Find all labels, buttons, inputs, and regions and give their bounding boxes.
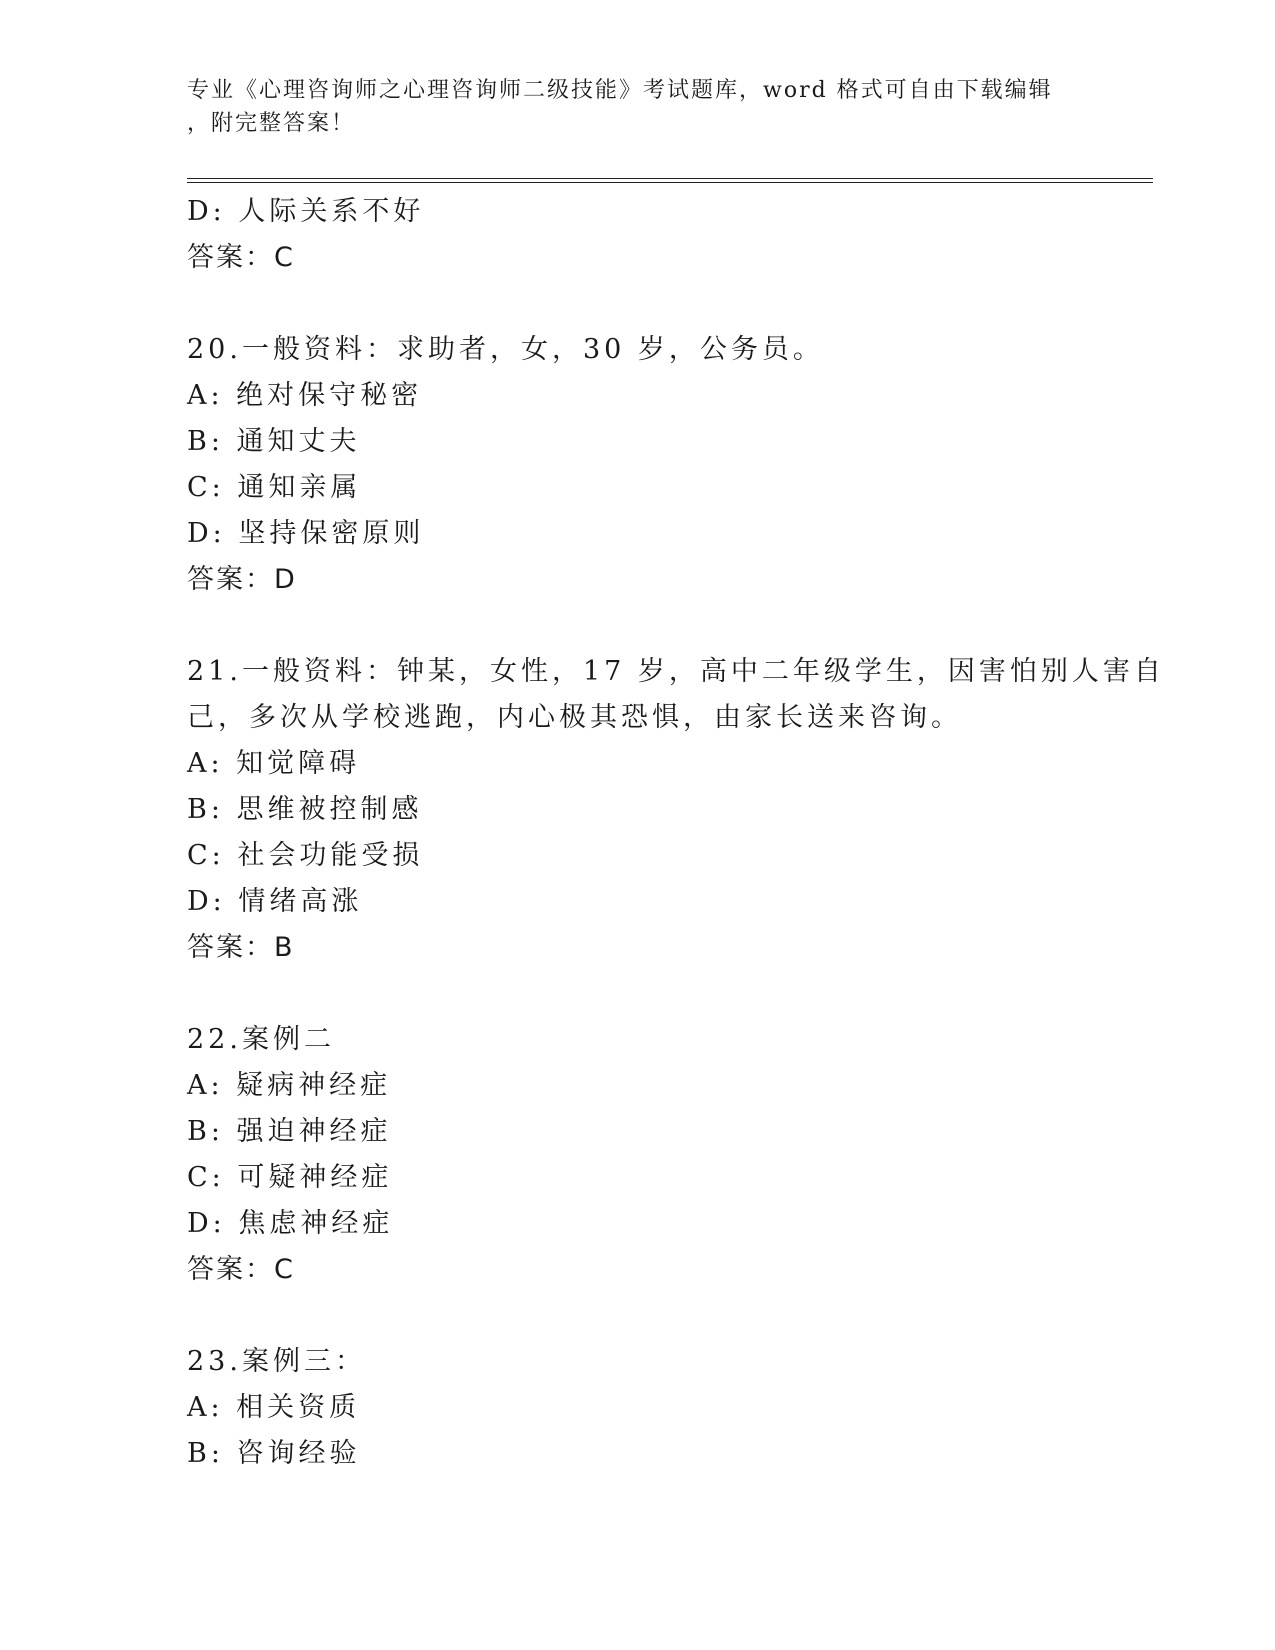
- question-text-line2: 己，多次从学校逃跑，内心极其恐惧，由家长送来咨询。: [187, 702, 962, 733]
- header-title-line1: 专业《心理咨询师之心理咨询师二级技能》考试题库，word 格式可自由下载编辑: [187, 78, 1053, 103]
- question-text-line1: 21.一般资料：钟某，女性，17 岁，高中二年级学生，因害怕别人害自: [187, 656, 1165, 687]
- option-a: A: 疑病神经症: [187, 1070, 392, 1101]
- question-19-tail: [187, 189, 1153, 281]
- option-a: A: 绝对保守秘密: [187, 380, 423, 411]
- option-d: D: 情绪高涨: [187, 886, 363, 917]
- header-divider-bottom: [187, 182, 1153, 183]
- option-c: C: 通知亲属: [187, 472, 362, 503]
- option-b: B: 通知丈夫: [187, 426, 361, 457]
- option-d: D: 坚持保密原则: [187, 518, 425, 549]
- option-a: A: 知觉障碍: [187, 748, 361, 779]
- answer-label: 答案：D: [187, 564, 297, 595]
- option-d: D: 焦虑神经症: [187, 1208, 394, 1239]
- question-text: 20.一般资料：求助者，女，30 岁，公务员。: [187, 334, 824, 365]
- question-list: [187, 189, 1165, 1477]
- question-20: [187, 327, 1153, 603]
- answer-label: 答案：C: [187, 242, 295, 273]
- question-21: [187, 649, 1165, 971]
- spacer: [187, 1293, 1153, 1339]
- header-title-line2: ，附完整答案！: [187, 111, 356, 136]
- option-a: A: 相关资质: [187, 1392, 361, 1423]
- option-c: C: 可疑神经症: [187, 1162, 393, 1193]
- page-header: [187, 74, 1087, 140]
- spacer: [187, 971, 1153, 1017]
- question-text: 23.案例三：: [187, 1346, 366, 1377]
- option-c: C: 社会功能受损: [187, 840, 424, 871]
- question-22: [187, 1017, 1153, 1293]
- option-b: B: 强迫神经症: [187, 1116, 392, 1147]
- spacer: [187, 281, 1153, 327]
- option-b: B: 思维被控制感: [187, 794, 423, 825]
- answer-label: 答案：B: [187, 932, 295, 963]
- question-text: 22.案例二: [187, 1024, 335, 1055]
- spacer: [187, 603, 1153, 649]
- question-23: [187, 1339, 1153, 1477]
- option-d: D: 人际关系不好: [187, 196, 425, 227]
- option-b: B: 咨询经验: [187, 1438, 361, 1469]
- answer-label: 答案：C: [187, 1254, 295, 1285]
- header-divider-top: [187, 178, 1153, 179]
